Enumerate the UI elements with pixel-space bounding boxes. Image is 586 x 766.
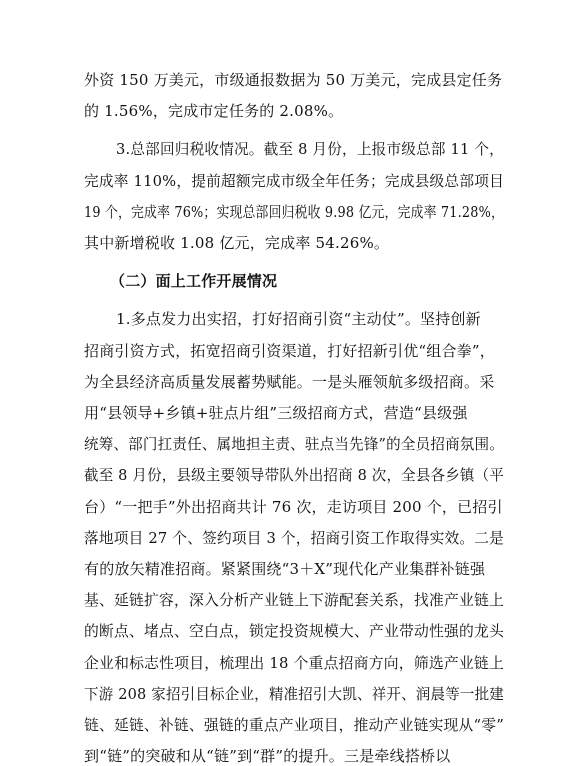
text-line-4: 完成率 110%，提前超额完成市级全年任务；完成县级总部项目: [84, 172, 504, 190]
text-line-22: 到“链”的突破和从“链”到“群”的提升。三是牵线搭桥以: [84, 747, 451, 765]
text-line-18: 的断点、堵点、空白点，锁定投资规模大、产业带动性强的龙头: [84, 622, 504, 640]
text-line-12: 统筹、部门扛责任、属地担主责、驻点当先锋”的全员招商氛围。: [84, 435, 505, 453]
text-line-8: 1.多点发力出实招，打好招商引资“主动仗”。坚持创新: [116, 310, 481, 328]
text-line-15: 落地项目 27 个、签约项目 3 个，招商引资工作取得实效。二是: [84, 529, 505, 547]
text-line-5: 19 个，完成率 76%；实现总部回归税收 9.98 亿元，完成率 71.28%，: [84, 203, 504, 221]
text-line-3: 3.总部回归税收情况。截至 8 月份，上报市级总部 11 个，: [116, 140, 504, 158]
text-line-11: 用“县领导+乡镇+驻点片组”三级招商方式，营造“县级强: [84, 404, 468, 422]
text-line-19: 企业和标志性项目，梳理出 18 个重点招商方向，筛选产业链上: [84, 654, 505, 672]
text-line-1: 外资 150 万美元，市级通报数据为 50 万美元，完成县定任务: [84, 71, 503, 89]
text-line-21: 链、延链、补链、强链的重点产业项目，推动产业链实现从“零”: [84, 716, 505, 734]
text-line-16: 有的放矢精准招商。紧紧围绕“3＋X”现代化产业集群补链强: [84, 560, 486, 578]
section-heading: （二）面上工作开展情况: [110, 272, 278, 290]
text-line-14: 台）“一把手”外出招商共计 76 次，走访项目 200 个，已招引: [84, 498, 503, 516]
text-line-9: 招商引资方式，拓宽招商引资渠道，打好招新引优“组合拳”，: [84, 342, 495, 360]
text-line-10: 为全县经济高质量发展蓄势赋能。一是头雁领航多级招商。采: [84, 373, 495, 391]
text-line-2: 的 1.56%，完成市定任务的 2.08%。: [84, 102, 344, 120]
text-line-20: 下游 208 家招引目标企业，精准招引大凯、祥开、润晨等一批建: [84, 685, 504, 703]
text-line-6: 其中新增税收 1.08 亿元，完成率 54.26%。: [84, 234, 390, 252]
text-line-13: 截至 8 月份，县级主要领导带队外出招商 8 次，全县各乡镇（平: [84, 466, 505, 484]
text-line-17: 基、延链扩容，深入分析产业链上下游配套关系，找准产业链上: [84, 591, 504, 609]
